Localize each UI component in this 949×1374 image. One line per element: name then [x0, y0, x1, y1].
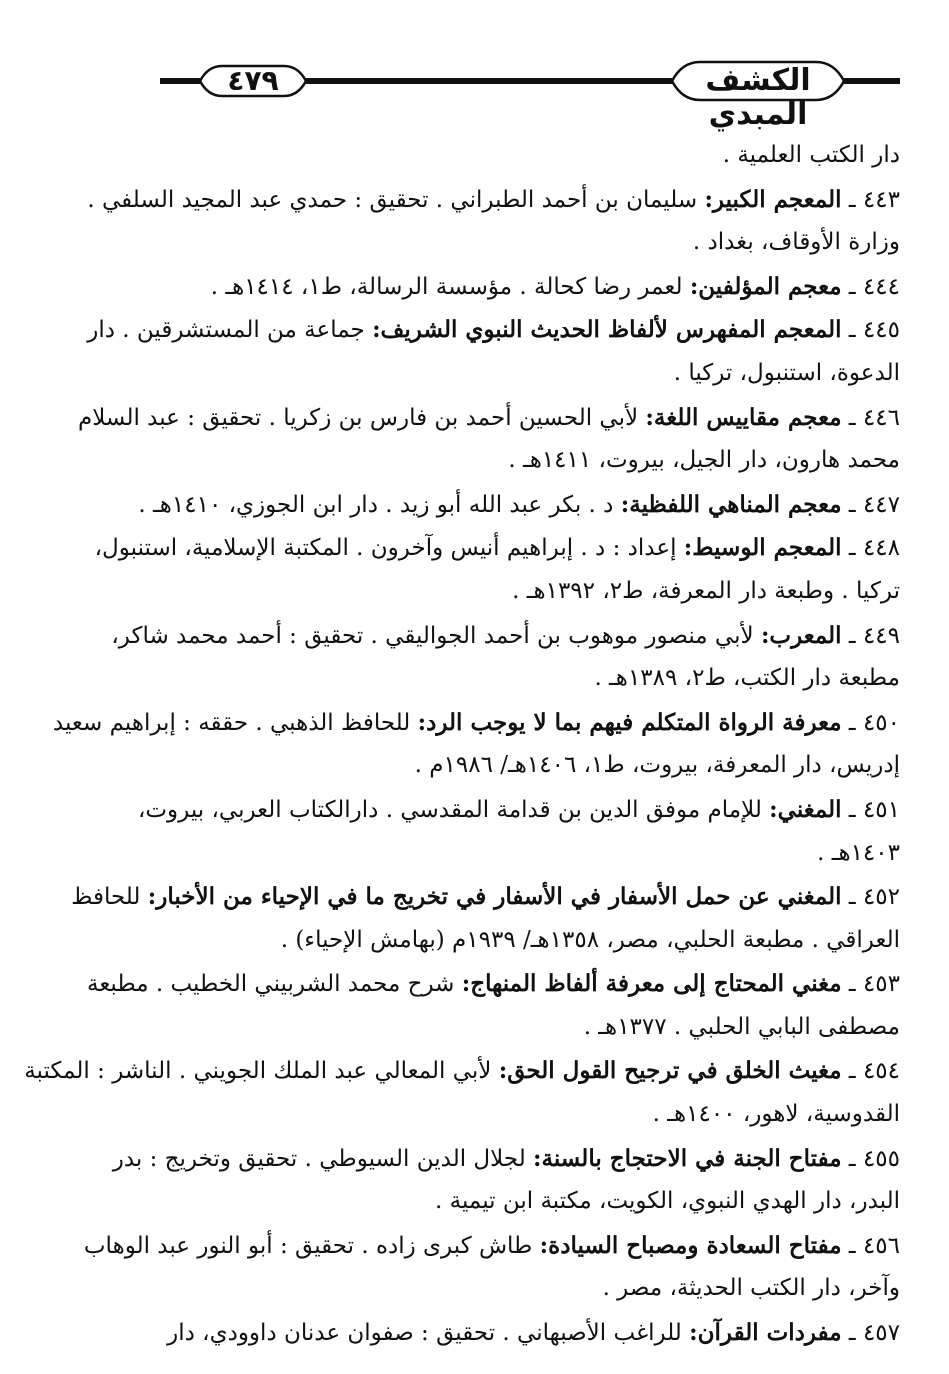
bibliography-entry-continuation [160, 570, 900, 614]
entry-title: المغني: [769, 795, 842, 823]
bibliography-entry-continuation [160, 1180, 900, 1224]
entry-number: ٤٥٥ ـ [841, 1145, 900, 1172]
entry-title: المعجم الكبير: [704, 185, 842, 213]
entry-text: لأبي المعالي عبد الملك الجويني . الناشر : المكتبة [24, 1058, 499, 1085]
entry-text: طاش كبرى زاده . تحقيق : أبو النور عبد الوهاب [83, 1232, 540, 1259]
entry-number: ٤٤٣ ـ [841, 186, 900, 213]
entry-number: ٤٤٥ ـ [841, 317, 900, 344]
entry-text: البدر، دار الهدي النبوي، الكويت، مكتبة ابن تيمية . [435, 1188, 900, 1215]
bibliography-entry-continuation [160, 1093, 900, 1137]
entry-title: المعجم المفهرس لألفاظ الحديث النبوي الشريف: [372, 316, 842, 344]
entry-text: لعمر رضا كحالة . مؤسسة الرسالة، ط١، ١٤١٤هـ . [210, 273, 690, 300]
entry-number: ٤٥٤ ـ [841, 1058, 900, 1085]
entry-number: ٤٥٦ ـ [841, 1232, 900, 1259]
entry-text: ١٤٠٣هـ . [817, 839, 900, 866]
entry-number: ٤٤٧ ـ [841, 491, 900, 518]
bibliography-entry-continuation [160, 352, 900, 396]
entry-text: لأبي منصور موهوب بن أحمد الجواليقي . تحقيق : أحمد محمد شاكر، [111, 622, 761, 649]
entry-number: ٤٥٢ ـ [841, 884, 900, 911]
entry-title: المعجم الوسيط: [683, 534, 842, 562]
bibliography-entry [24, 1049, 900, 1093]
bibliography-entry-continuation [160, 744, 900, 788]
bibliography-entry [111, 614, 900, 658]
entry-title: مفتاح الجنة في الاحتجاج بالسنة: [533, 1144, 842, 1172]
bibliography-entry [87, 308, 900, 352]
entry-title: معرفة الرواة المتكلم فيهم بما لا يوجب الرد: [417, 708, 842, 736]
entry-title: المغني عن حمل الأسفار في الأسفار في تخريج ما في الإحياء من الأخبار: [147, 883, 842, 911]
entry-title: مغيث الخلق في ترجيح القول الحق: [498, 1057, 842, 1085]
entry-text: للإمام موفق الدين بن قدامة المقدسي . دارالكتاب العربي، بيروت، [137, 796, 770, 823]
entry-number: ٤٥٣ ـ [841, 971, 900, 998]
entry-text: إدريس، دار المعرفة، بيروت، ط١، ١٤٠٦هـ/ ١٩٨٦م . [414, 752, 900, 779]
entry-number: ٤٥٠ ـ [841, 709, 900, 736]
entry-text: محمد هارون، دار الجيل، بيروت، ١٤١١هـ . [508, 447, 900, 474]
page-header [160, 54, 900, 132]
bibliography-entry [160, 1311, 900, 1355]
page-number: ٤٧٩ [227, 64, 279, 97]
entry-text: مطبعة دار الكتب، ط٢، ١٣٨٩هـ . [594, 665, 900, 692]
entry-title: مفردات القرآن: [689, 1319, 842, 1347]
entry-text: وآخر، دار الكتب الحديثة، مصر . [602, 1275, 900, 1302]
bibliography-entry [87, 178, 900, 222]
bibliography-entry [94, 526, 900, 570]
entry-number: ٤٤٨ ـ [841, 535, 900, 562]
entry-number: ٤٤٩ ـ [841, 622, 900, 649]
entry-text: جماعة من المستشرقين . دار [87, 317, 373, 344]
entry-text: تركيا . وطبعة دار المعرفة، ط٢، ١٣٩٢هـ . [512, 577, 900, 604]
entry-title: المعرب: [760, 621, 842, 649]
bibliography-list [24, 134, 900, 1355]
entry-title: معجم المؤلفين: [689, 272, 842, 300]
entry-title: مفتاح السعادة ومصباح السيادة: [539, 1231, 842, 1259]
entry-text: لأبي الحسين أحمد بن فارس بن زكريا . تحقيق : عبد السلام [77, 404, 646, 431]
entry-text: للحافظ الذهبي . حققه : إبراهيم سعيد [52, 709, 418, 736]
bibliography-entry [137, 788, 900, 832]
entry-text: لجلال الدين السيوطي . تحقيق وتخريج : بدر [112, 1145, 534, 1172]
bibliography-entry-continuation [160, 657, 900, 701]
bibliography-entry [138, 483, 900, 527]
entry-title: معجم المناهي اللفظية: [620, 490, 842, 518]
entry-text: سليمان بن أحمد الطبراني . تحقيق : حمدي عبد المجيد السلفي . [87, 186, 705, 213]
entry-text: القدوسية، لاهور، ١٤٠٠هـ . [652, 1101, 900, 1128]
entry-title: مغني المحتاج إلى معرفة ألفاظ المنهاج: [461, 970, 842, 998]
bibliography-entry [52, 701, 900, 745]
bibliography-entry-continuation [160, 134, 900, 178]
entry-title: معجم مقاييس اللغة: [645, 403, 842, 431]
bibliography-entry-continuation [160, 221, 900, 265]
entry-number: ٤٥٧ ـ [841, 1320, 900, 1347]
entry-text: الدعوة، استنبول، تركيا . [673, 359, 900, 386]
bibliography-entry [112, 1137, 900, 1181]
bibliography-entry-continuation [160, 439, 900, 483]
entry-number: ٤٤٦ ـ [841, 404, 900, 431]
entry-text: إعداد : د . إبراهيم أنيس وآخرون . المكتبة الإسلامية، استنبول، [94, 535, 684, 562]
entry-text: وزارة الأوقاف، بغداد . [692, 229, 900, 256]
bibliography-entry-continuation [160, 919, 900, 963]
entry-text: دار الكتب العلمية . [722, 142, 900, 168]
bibliography-entry-continuation [160, 1006, 900, 1050]
entry-text: للحافظ [71, 884, 148, 911]
bibliography-entry-continuation [160, 1267, 900, 1311]
bibliography-entry [160, 265, 900, 309]
entry-text: شرح محمد الشربيني الخطيب . مطبعة [86, 971, 462, 998]
bibliography-entry [77, 396, 900, 440]
entry-text: العراقي . مطبعة الحلبي، مصر، ١٣٥٨هـ/ ١٩٣٩م (بهامش الإحياء) . [280, 926, 900, 953]
bibliography-entry [71, 875, 900, 919]
entry-number: ٤٤٤ ـ [841, 273, 900, 300]
entry-text: د . بكر عبد الله أبو زيد . دار ابن الجوزي، ١٤١٠هـ . [138, 491, 621, 518]
entry-text: للراغب الأصبهاني . تحقيق : صفوان عدنان داوودي، دار [167, 1320, 690, 1347]
entry-number: ٤٥١ ـ [841, 796, 900, 823]
running-title: الكشف المبدي [705, 63, 811, 132]
bibliography-entry [86, 962, 900, 1006]
bibliography-entry [83, 1224, 900, 1268]
entry-text: مصطفى البابي الحلبي . ١٣٧٧هـ . [583, 1013, 900, 1040]
bibliography-entry-continuation [160, 832, 900, 876]
